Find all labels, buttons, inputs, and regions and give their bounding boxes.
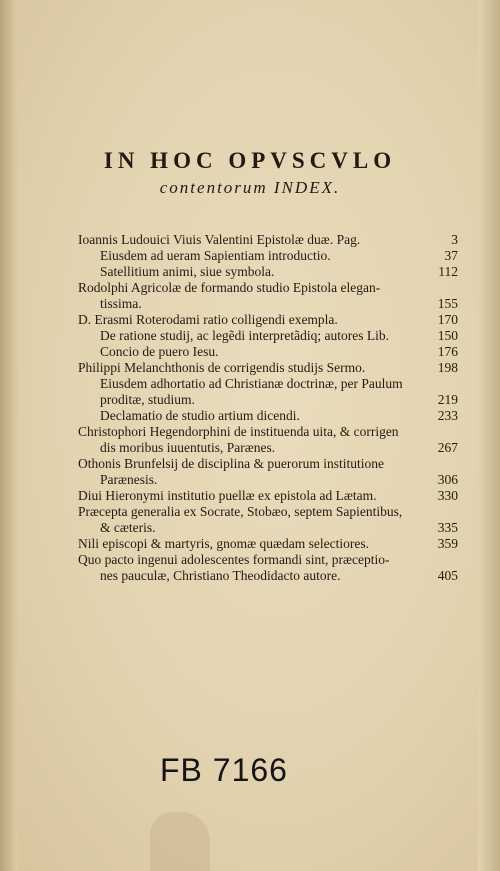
- index-entry: [100, 472, 458, 488]
- index-entry: [78, 280, 458, 296]
- index-entry: [100, 392, 458, 408]
- shelfmark: FB 7166: [160, 752, 288, 788]
- entry-page: 405: [437, 568, 458, 583]
- entry-text: Christophori Hegendorphini de instituenda uita, & corrigen: [78, 424, 399, 439]
- entry-text: Othonis Brunfelsij de disciplina & puerorum institutione: [78, 456, 384, 471]
- entry-text: proditæ, studium.: [100, 392, 195, 407]
- index-entry: [78, 488, 458, 504]
- index-entry: [100, 264, 458, 280]
- entry-page: 267: [437, 440, 458, 455]
- entry-page: 37: [444, 248, 458, 263]
- entry-text: Eiusdem ad ueram Sapientiam introductio.: [100, 248, 331, 263]
- index-entry: [100, 440, 458, 456]
- entry-text: nes pauculæ, Christiano Theodidacto autore.: [100, 568, 341, 583]
- index-entry: [100, 568, 458, 584]
- index-entry: [100, 376, 458, 392]
- index-entry: [78, 536, 458, 552]
- entry-text: Rodolphi Agricolæ de formando studio Epistola elegan-: [78, 280, 381, 295]
- entry-page: 335: [437, 520, 458, 535]
- index-entry: [100, 344, 458, 360]
- entry-text: Præcepta generalia ex Socrate, Stobæo, septem Sapientibus,: [78, 504, 403, 519]
- entry-page: 176: [437, 344, 458, 359]
- entry-page: 306: [437, 472, 458, 487]
- entry-page: 3: [451, 232, 458, 247]
- index-entry: [78, 456, 458, 472]
- entry-text: Concio de puero Iesu.: [100, 344, 219, 359]
- entry-page: 359: [437, 536, 458, 551]
- entry-text: dis moribus iuuentutis, Parænes.: [100, 440, 276, 455]
- torn-corner: [150, 812, 210, 871]
- entry-page: 150: [437, 328, 458, 343]
- entry-page: 330: [437, 488, 458, 503]
- entry-page: 233: [437, 408, 458, 423]
- entry-text: Declamatio de studio artium dicendi.: [100, 408, 300, 423]
- entry-page: 155: [437, 296, 458, 311]
- index-entry: [100, 296, 458, 312]
- entry-text: Satellitium animi, siue symbola.: [100, 264, 275, 279]
- entry-text: D. Erasmi Roterodami ratio colligendi exempla.: [78, 312, 338, 327]
- entry-text: De ratione studij, ac legẽdi interpretãdiq; autores Lib.: [100, 328, 390, 343]
- entry-page: 170: [437, 312, 458, 327]
- index-entry: [100, 248, 458, 264]
- index-entry: [100, 408, 458, 424]
- entry-text: Diui Hieronymi institutio puellæ ex epistola ad Lætam.: [78, 488, 377, 503]
- page-right-edge: [478, 0, 500, 871]
- entry-text: Nili episcopi & martyris, gnomæ quædam selectiores.: [78, 536, 369, 551]
- index-entry: [78, 360, 458, 376]
- entry-text: Quo pacto ingenui adolescentes formandi sint, præceptio-: [78, 552, 390, 567]
- index-entry: [78, 504, 458, 520]
- index-entry: [78, 552, 458, 568]
- entry-page: 219: [437, 392, 458, 407]
- index-title: IN HOC OPVSCVLO: [103, 148, 397, 173]
- entry-text: Ioannis Ludouici Viuis Valentini Epistolæ duæ. Pag.: [78, 232, 361, 247]
- entry-page: 112: [438, 264, 458, 279]
- entry-text: & cæteris.: [100, 520, 156, 535]
- index-subtitle: contentorum INDEX.: [159, 178, 341, 197]
- entry-text: Philippi Melanchthonis de corrigendis studijs Sermo.: [78, 360, 366, 375]
- index-entry: [100, 328, 458, 344]
- entry-text: tissima.: [100, 296, 142, 311]
- index-entry: [78, 424, 458, 440]
- index-entry: [78, 312, 458, 328]
- page-left-edge: [0, 0, 18, 871]
- index-entry: [78, 232, 458, 248]
- entry-text: Eiusdem adhortatio ad Christianæ doctrinæ, per Paulum: [100, 376, 403, 391]
- index-entry: [100, 520, 458, 536]
- entry-text: Parænesis.: [100, 472, 158, 487]
- entry-page: 198: [437, 360, 458, 375]
